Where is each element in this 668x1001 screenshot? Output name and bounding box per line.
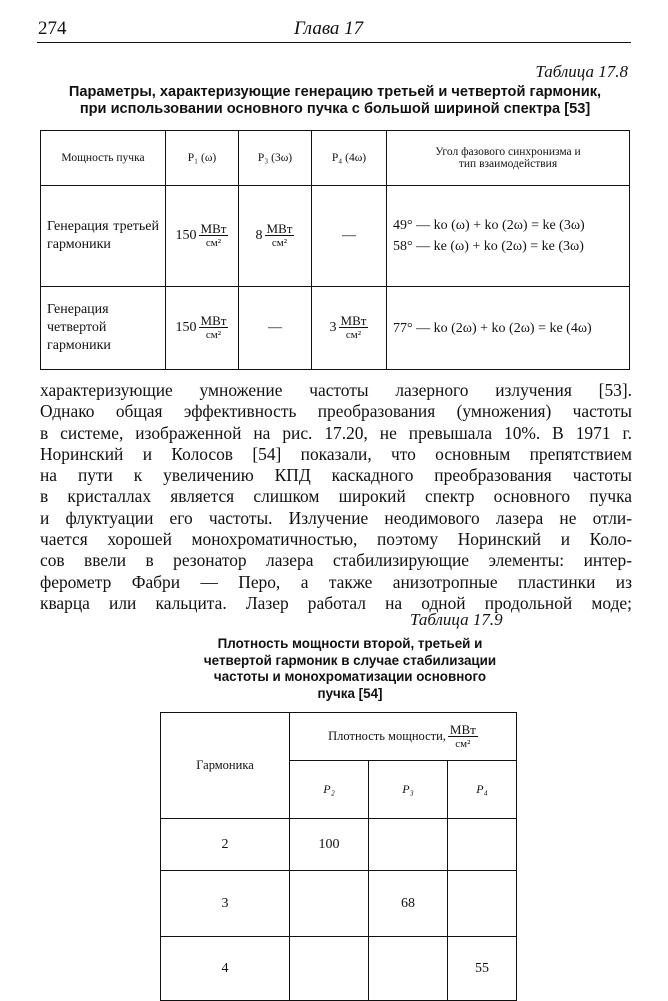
body-line: на пути к увеличению КПД каскадного преобразования частоты	[40, 465, 632, 486]
table1-row2-angle	[387, 287, 630, 370]
table-row	[161, 871, 517, 937]
body-line: ферометр Фабри — Перо, а также анизотропные пластинки из	[40, 571, 632, 592]
table1	[40, 130, 630, 370]
table1-row1-p3	[239, 186, 312, 287]
table2-p2	[290, 937, 369, 1001]
table2-p3: 68	[369, 871, 448, 937]
body-line: и флуктуации его частоты. Излучение неодимового лазера не отли-	[40, 507, 632, 528]
table2-p3	[369, 819, 448, 871]
body-line: в кристаллах является слишком широкий спектр основного пучка	[40, 486, 632, 507]
table2-harmonic: 3	[161, 871, 290, 937]
body-line: сов ввели в резонатор лазера стабилизирующие элементы: интер-	[40, 550, 632, 571]
body-line: чается хорошей монохроматичностью, поэтому Норинский и Коло-	[40, 529, 632, 550]
table2-title-line: Плотность мощности второй, третьей и	[217, 636, 483, 651]
table1-row2-p4	[312, 287, 387, 370]
table2-col-harmonic: Гармоника	[161, 713, 290, 819]
row2-p4-value: 3	[329, 320, 337, 336]
body-line: характеризующие умножение частоты лазерного излучения [53].	[40, 380, 632, 400]
row2-p1-unit: $\frac{\text{МВт}}{\text{см²}}$	[200, 313, 227, 341]
table1-col-p4: P₄ (4ω)	[312, 131, 387, 186]
table1-header-row	[41, 131, 630, 186]
table2-harmonic: 2	[161, 819, 290, 871]
table2-p2	[290, 871, 369, 937]
table1-col-beam-power: Мощность пучка	[41, 131, 166, 186]
row2-p1-value: 150	[175, 320, 197, 336]
table1-row1-label: Генерация третьей гармоники	[41, 186, 166, 287]
row2-p4-unit: $\frac{\text{МВт}}{\text{см²}}$	[340, 313, 367, 341]
table1-row1-angle	[387, 186, 630, 287]
table2-p3	[369, 937, 448, 1001]
table2-col-p2: P₂	[290, 761, 369, 819]
row2-angle-line1: 77° — ko (2ω) + ko (2ω) = ke (4ω)	[393, 320, 592, 336]
table2-title-line: пучка [54]	[317, 685, 383, 701]
body-line: Однако общая эффективность преобразования (умножения) частоты	[40, 401, 632, 422]
table1-row	[41, 186, 630, 287]
body-text	[40, 380, 632, 614]
table2	[160, 712, 517, 1001]
table2-caption: Таблица 17.9	[410, 610, 503, 629]
table1-row2-p1	[166, 287, 239, 370]
row1-angle-line1: 49° — ko (ω) + ko (2ω) = ke (3ω)	[393, 218, 585, 233]
table2-title	[165, 636, 535, 702]
density-unit: $\frac{\text{МВт}}{\text{см²}}$	[449, 721, 476, 750]
table2-col-p3: P₃	[369, 761, 448, 819]
table2-col-density	[290, 713, 517, 761]
body-line: кварца или кальцита. Лазер работал на одной продольной моде;	[40, 592, 632, 613]
page-number: 274	[38, 18, 67, 39]
table1-title	[40, 84, 630, 118]
table2-harmonic: 4	[161, 937, 290, 1001]
row1-p3-unit: $\frac{\text{МВт}}{\text{см²}}$	[266, 221, 293, 249]
table1-row2-p3: —	[239, 287, 312, 370]
table-row	[161, 937, 517, 1001]
table1-title-line2: при использовании основного пучка с большой шириной спектра [53]	[79, 101, 591, 117]
table1-row1-p4: —	[312, 186, 387, 287]
table1-row	[41, 287, 630, 370]
table2-p4	[448, 871, 517, 937]
table1-col-angle	[387, 131, 630, 186]
table2-title-line: четвертой гармоник в случае стабилизации	[203, 652, 497, 668]
table2-header-row	[161, 713, 517, 761]
table1-title-line1: Параметры, характеризующие генерацию третьей и четвертой гармоник,	[68, 84, 602, 100]
row1-p1-unit: $\frac{\text{МВт}}{\text{см²}}$	[200, 221, 227, 249]
table1-col-angle-line1: Угол фазового синхронизма и	[435, 146, 581, 158]
row1-p3-value: 8	[255, 228, 263, 244]
body-line: Норинский и Колосов [54] показали, что основным препятствием	[40, 443, 632, 464]
body-line: в системе, изображенной на рис. 17.20, не превышала 10%. В 1971 г.	[40, 422, 632, 443]
table2-title-line: частоты и монохроматизации основного	[213, 669, 487, 684]
table2-p4: 55	[448, 937, 517, 1001]
chapter-title: Глава 17	[294, 18, 364, 39]
row1-p1-value: 150	[175, 228, 197, 244]
table2-col-p4: P₄	[448, 761, 517, 819]
density-label: Плотность мощности,	[328, 728, 446, 743]
table1-row1-p1	[166, 186, 239, 287]
row1-angle-line2: 58° — ke (ω) + ko (2ω) = ke (3ω)	[393, 239, 584, 254]
table1-col-angle-line2: тип взаимодействия	[458, 158, 558, 170]
table1-row2-label: Генерация четвертой гармоники	[41, 287, 166, 370]
table-row	[161, 819, 517, 871]
header-rule	[37, 42, 631, 43]
table1-col-p3: P₃ (3ω)	[239, 131, 312, 186]
table2-p2: 100	[290, 819, 369, 871]
table1-caption: Таблица 17.8	[535, 62, 628, 81]
table1-col-p1: P₁ (ω)	[166, 131, 239, 186]
table2-p4	[448, 819, 517, 871]
